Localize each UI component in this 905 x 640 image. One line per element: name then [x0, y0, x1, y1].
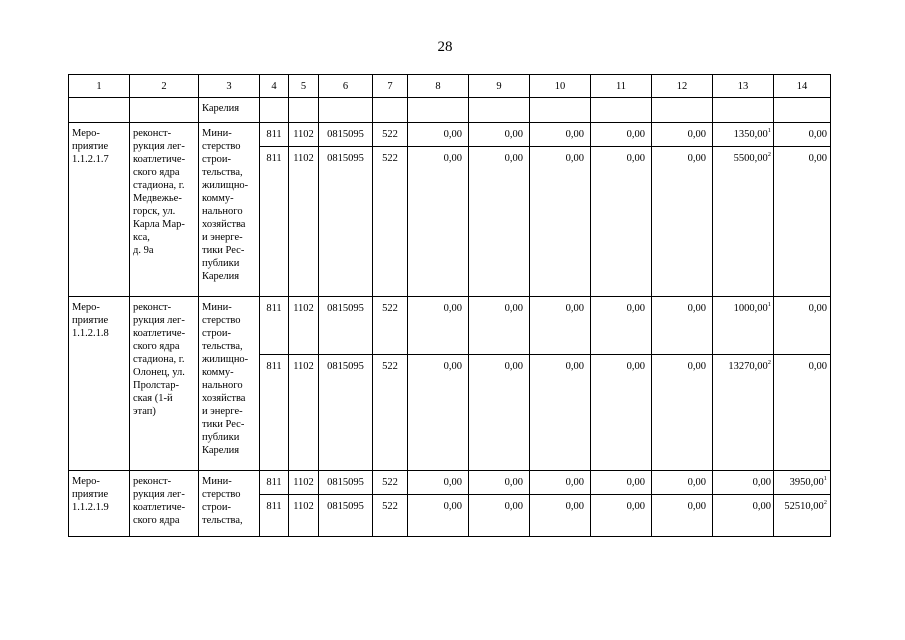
footnote-mark: 2: [767, 151, 771, 158]
measure-row: [69, 471, 831, 495]
measure-description-text: реконст- рукция лег- коатлетиче- ского ядра стадиона, г. Олонец, ул. Пролстар- ская (1-й этап): [133, 302, 186, 417]
amount-cell-c13: [713, 495, 774, 537]
code-cell-c6: 0815095: [319, 355, 373, 471]
measure-name-text: Меро- приятие 1.1.2.1.9: [72, 476, 109, 513]
amount-cell-c8: 0,00: [408, 147, 469, 297]
amount-cell-c12: 0,00: [652, 495, 713, 537]
footnote-mark: 1: [823, 475, 827, 482]
empty-cell: [69, 98, 130, 123]
code-cell-c5: 1102: [289, 495, 319, 537]
amount-cell-c9: 0,00: [469, 123, 530, 147]
empty-cell: [260, 98, 289, 123]
code-cell-c4: 811: [260, 355, 289, 471]
amount-cell-c12: 0,00: [652, 471, 713, 495]
column-header: 5: [289, 75, 319, 98]
code-cell-c5: 1102: [289, 355, 319, 471]
amount-cell-c12: 0,00: [652, 123, 713, 147]
budget-table: [68, 74, 831, 537]
amount-cell-c10: 0,00: [530, 297, 591, 355]
code-cell-c5: 1102: [289, 147, 319, 297]
empty-cell: [591, 98, 652, 123]
code-cell-c6: 0815095: [319, 297, 373, 355]
amount-value: 13270,00: [728, 361, 768, 372]
column-header: 4: [260, 75, 289, 98]
code-cell-c7: 522: [373, 495, 408, 537]
responsible-text: Мини- стерство строи- тельства, жилищно- комму- нального хозяйства и энерге- тики Рес- публики Карелия: [202, 128, 249, 282]
column-header: 12: [652, 75, 713, 98]
amount-value: 0,00: [808, 361, 827, 372]
code-cell-c7: 522: [373, 147, 408, 297]
measure-name-cell: [69, 297, 130, 471]
amount-cell-c9: 0,00: [469, 495, 530, 537]
column-header: 3: [199, 75, 260, 98]
header-row: [69, 75, 831, 98]
responsible-text: Мини- стерство строи- тельства, жилищно- комму- нального хозяйства и энерге- тики Рес- публики Карелия: [202, 302, 249, 456]
amount-cell-c8: 0,00: [408, 297, 469, 355]
amount-cell-c14: [774, 123, 831, 147]
amount-cell-c10: 0,00: [530, 123, 591, 147]
code-cell-c6: 0815095: [319, 495, 373, 537]
code-cell-c5: 1102: [289, 297, 319, 355]
amount-cell-c8: 0,00: [408, 471, 469, 495]
amount-cell-c8: 0,00: [408, 495, 469, 537]
amount-cell-c11: 0,00: [591, 495, 652, 537]
code-cell-c6: 0815095: [319, 123, 373, 147]
measure-name-text: Меро- приятие 1.1.2.1.7: [72, 128, 109, 165]
column-header: 6: [319, 75, 373, 98]
code-cell-c5: 1102: [289, 471, 319, 495]
empty-cell: [289, 98, 319, 123]
amount-cell-c12: 0,00: [652, 297, 713, 355]
responsible-cell: [199, 123, 260, 297]
amount-cell-c11: 0,00: [591, 123, 652, 147]
column-header: 14: [774, 75, 831, 98]
empty-cell: [713, 98, 774, 123]
empty-cell: [774, 98, 831, 123]
continuation-row: [69, 98, 831, 123]
amount-value: 0,00: [808, 153, 827, 164]
amount-cell-c13: [713, 147, 774, 297]
amount-cell-c11: 0,00: [591, 147, 652, 297]
amount-value: 1000,00: [733, 303, 768, 314]
measure-description-text: реконст- рукция лег- коатлетиче- ского ядра стадиона, г. Медвежье- горск, ул. Карла Мар- кса, д. 9а: [133, 128, 186, 256]
amount-value: 0,00: [752, 477, 771, 488]
measure-row: [69, 297, 831, 355]
amount-cell-c14: [774, 147, 831, 297]
code-cell-c6: 0815095: [319, 471, 373, 495]
amount-cell-c9: 0,00: [469, 355, 530, 471]
code-cell-c7: 522: [373, 297, 408, 355]
footnote-mark: 2: [823, 499, 827, 506]
column-header: 13: [713, 75, 774, 98]
code-cell-c4: 811: [260, 471, 289, 495]
amount-cell-c12: 0,00: [652, 147, 713, 297]
empty-cell: [130, 98, 199, 123]
amount-cell-c13: [713, 123, 774, 147]
amount-value: 1350,00: [733, 129, 768, 140]
code-cell-c4: 811: [260, 297, 289, 355]
amount-cell-c11: 0,00: [591, 297, 652, 355]
measure-name-text: Меро- приятие 1.1.2.1.8: [72, 302, 109, 339]
amount-cell-c14: [774, 471, 831, 495]
footnote-mark: 1: [767, 301, 771, 308]
code-cell-c5: 1102: [289, 123, 319, 147]
column-header: 9: [469, 75, 530, 98]
footnote-mark: 1: [767, 127, 771, 134]
amount-cell-c13: [713, 471, 774, 495]
column-header: 10: [530, 75, 591, 98]
empty-cell: [469, 98, 530, 123]
amount-cell-c13: [713, 297, 774, 355]
amount-cell-c8: 0,00: [408, 355, 469, 471]
measure-description-cell: [130, 471, 199, 537]
amount-value: 52510,00: [784, 501, 824, 512]
amount-cell-c8: 0,00: [408, 123, 469, 147]
code-cell-c4: 811: [260, 123, 289, 147]
responsible-text: Мини- стерство строи- тельства,: [202, 476, 243, 526]
code-cell-c7: 522: [373, 471, 408, 495]
code-cell-c4: 811: [260, 147, 289, 297]
amount-value: 5500,00: [733, 153, 768, 164]
footnote-mark: 2: [767, 359, 771, 366]
amount-cell-c12: 0,00: [652, 355, 713, 471]
code-cell-c6: 0815095: [319, 147, 373, 297]
column-header: 1: [69, 75, 130, 98]
responsible-cell: [199, 297, 260, 471]
code-cell-c4: 811: [260, 495, 289, 537]
amount-cell-c11: 0,00: [591, 471, 652, 495]
amount-value: 0,00: [808, 303, 827, 314]
empty-cell: [530, 98, 591, 123]
amount-value: 0,00: [752, 501, 771, 512]
measure-row: [69, 123, 831, 147]
measure-name-cell: [69, 471, 130, 537]
empty-cell: [408, 98, 469, 123]
measure-description-cell: [130, 123, 199, 297]
amount-cell-c10: 0,00: [530, 147, 591, 297]
measure-name-cell: [69, 123, 130, 297]
amount-cell-c9: 0,00: [469, 297, 530, 355]
measure-description-text: реконст- рукция лег- коатлетиче- ского ядра: [133, 476, 186, 526]
amount-cell-c14: [774, 495, 831, 537]
page-number: 28: [437, 39, 453, 55]
amount-cell-c9: 0,00: [469, 147, 530, 297]
column-header: 2: [130, 75, 199, 98]
amount-value: 0,00: [808, 129, 827, 140]
responsible-cell: [199, 471, 260, 537]
amount-cell-c10: 0,00: [530, 355, 591, 471]
amount-cell-c10: 0,00: [530, 495, 591, 537]
amount-cell-c11: 0,00: [591, 355, 652, 471]
amount-value: 3950,00: [789, 477, 824, 488]
empty-cell: [373, 98, 408, 123]
amount-cell-c13: [713, 355, 774, 471]
empty-cell: [652, 98, 713, 123]
column-header: 7: [373, 75, 408, 98]
column-header: 11: [591, 75, 652, 98]
empty-cell: [319, 98, 373, 123]
amount-cell-c14: [774, 297, 831, 355]
code-cell-c7: 522: [373, 123, 408, 147]
amount-cell-c14: [774, 355, 831, 471]
amount-cell-c10: 0,00: [530, 471, 591, 495]
code-cell-c7: 522: [373, 355, 408, 471]
column-header: 8: [408, 75, 469, 98]
measure-description-cell: [130, 297, 199, 471]
responsible-cell: Карелия: [199, 98, 260, 123]
amount-cell-c9: 0,00: [469, 471, 530, 495]
